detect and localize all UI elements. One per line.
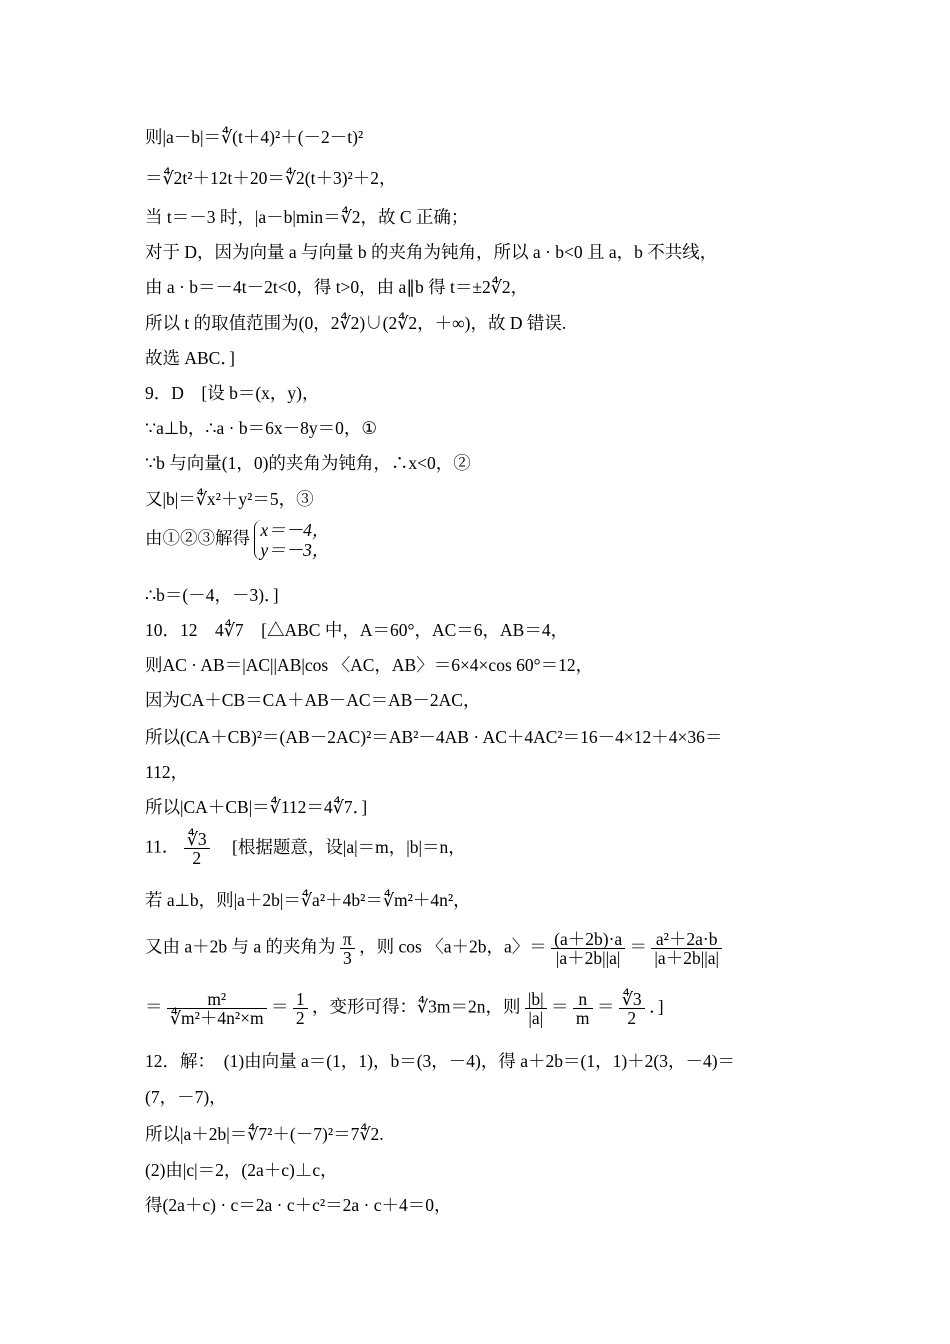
formula-lead: 又由 a＋2b 与 a 的夹角为: [145, 936, 336, 957]
equals-sign: ＝: [551, 996, 569, 1017]
cos-fraction-2: [651, 930, 722, 967]
problem-number: 11．: [145, 836, 180, 857]
equals-sign: ＝: [629, 936, 648, 957]
solution-line: ＝∜2t²＋12t＋20＝∜2(t＋3)²＋2，: [145, 168, 397, 188]
fraction-numerator: n: [573, 990, 593, 1009]
fraction-numerator: a²＋2a·b: [651, 930, 722, 949]
solution-line: 所以 t 的取值范围为(0，2∜2)∪(2∜2，＋∞)，故 D 错误.: [145, 313, 567, 333]
cos-fraction-1: [551, 930, 625, 967]
fraction-denominator: |a＋2b||a|: [654, 948, 719, 968]
equals-sign: ＝: [271, 996, 289, 1017]
solution-line: 所以|a＋2b|＝∜7²＋(－7)²＝7∜2.: [145, 1124, 384, 1144]
fraction-numerator: 1: [293, 990, 308, 1009]
solution-line: 对于 D，因为向量 a 与向量 b 的夹角为钝角，所以 a · b<0 且 a，b 不共线，: [145, 242, 718, 262]
fraction-denominator: 2: [192, 848, 202, 868]
equation-system: [254, 520, 329, 560]
solution-line: (7，－7)，: [145, 1087, 227, 1107]
solution-line: ∵a⊥b，∴a · b＝6x－8y＝0，①: [145, 418, 378, 438]
fraction-numerator: ∜3: [619, 990, 645, 1009]
problem-11-header: [145, 830, 815, 867]
fraction-numerator: m²: [167, 990, 267, 1009]
solution-line: 因为CA＋CB＝CA＋AB－AC＝AB－2AC，: [145, 690, 481, 710]
formula-middle: ，则 cos 〈a＋2b，a〉＝: [359, 936, 547, 957]
solution-line: 得(2a＋c) · c＝2a · c＋c²＝2a · c＋4＝0，: [145, 1195, 452, 1215]
problem-10-header: 10．12 4∜7 [△ABC 中，A＝60°，AC＝6，AB＝4，: [145, 620, 569, 640]
solution-line: 当 t＝－3 时，|a－b|min＝∜2，故 C 正确；: [145, 207, 469, 227]
pi-over-3: [340, 930, 355, 967]
fraction-numerator: π: [340, 930, 355, 949]
fraction-numerator: ∜3: [184, 830, 210, 849]
solution-line: 112，: [145, 762, 189, 782]
fraction-numerator: (a＋2b)·a: [551, 930, 625, 949]
fraction-denominator: |a|: [528, 1008, 544, 1028]
fraction-denominator: ∜m²＋4n²×m: [169, 1008, 264, 1028]
solution-line: 由 a · b＝－4t－2t<0，得 t>0，由 a∥b 得 t＝±2∜2，: [145, 277, 529, 297]
equals-sign: ＝: [596, 996, 615, 1017]
fraction-denominator: |a＋2b||a|: [555, 948, 621, 968]
solution-line: ∵b 与向量(1，0)的夹角为钝角，∴x<0，②: [145, 453, 471, 473]
n-over-m: [573, 990, 593, 1027]
system-lead: 由①②③解得: [145, 528, 250, 549]
equals-sign: ＝: [145, 996, 163, 1017]
derivation-text: ，变形可得：∜3m＝2n，则: [312, 996, 521, 1017]
problem-9-header: 9．D [设 b＝(x，y)，: [145, 383, 320, 403]
solution-line: 则|a－b|＝∜(t＋4)²＋(－2－t)²: [145, 127, 364, 147]
solution-line: 所以|CA＋CB|＝∜112＝4∜7．]: [145, 797, 368, 817]
solution-line: 则AC · AB＝|AC||AB|cos 〈AC，AB〉＝6×4×cos 60°＝12，: [145, 655, 594, 675]
fraction-numerator: |b|: [525, 990, 547, 1009]
equation-system-line: [145, 520, 815, 560]
closing-bracket: ．]: [649, 996, 664, 1017]
ratio-fraction-1: [167, 990, 267, 1027]
problem-12-header: 12．解： (1)由向量 a＝(1，1)，b＝(3，－4)，得 a＋2b＝(1，1)＋2(3，－4)＝: [145, 1051, 736, 1071]
answer-fraction: [184, 830, 210, 867]
solution-line: 又|b|＝∜x²＋y²＝5，③: [145, 489, 314, 509]
b-over-a: [525, 990, 547, 1027]
angle-formula-line: [145, 930, 815, 967]
fraction-denominator: 2: [627, 1008, 637, 1028]
fraction-denominator: 2: [295, 1008, 305, 1028]
system-equation-1: x＝－4，: [260, 520, 330, 540]
fraction-denominator: 3: [342, 948, 352, 968]
root3-over-2: [619, 990, 645, 1027]
solution-line: 所以(CA＋CB)²＝(AB－2AC)²＝AB²－4AB · AC＋4AC²＝16－4×12＋4×36＝: [145, 727, 723, 747]
one-half: [293, 990, 308, 1027]
system-equation-2: y＝－3，: [260, 540, 330, 560]
solution-line: (2)由|c|＝2，(2a＋c)⊥c，: [145, 1160, 338, 1180]
solution-line: 故选 ABC．]: [145, 348, 235, 368]
fraction-denominator: m: [575, 1008, 590, 1028]
solution-line: 若 a⊥b，则|a＋2b|＝∜a²＋4b²＝∜m²＋4n²，: [145, 890, 471, 910]
hint-text: [根据题意，设|a|＝m，|b|＝n，: [232, 836, 466, 857]
solution-line: ∴b＝(－4，－3)．]: [145, 585, 279, 605]
ratio-derivation-line: [145, 990, 815, 1027]
